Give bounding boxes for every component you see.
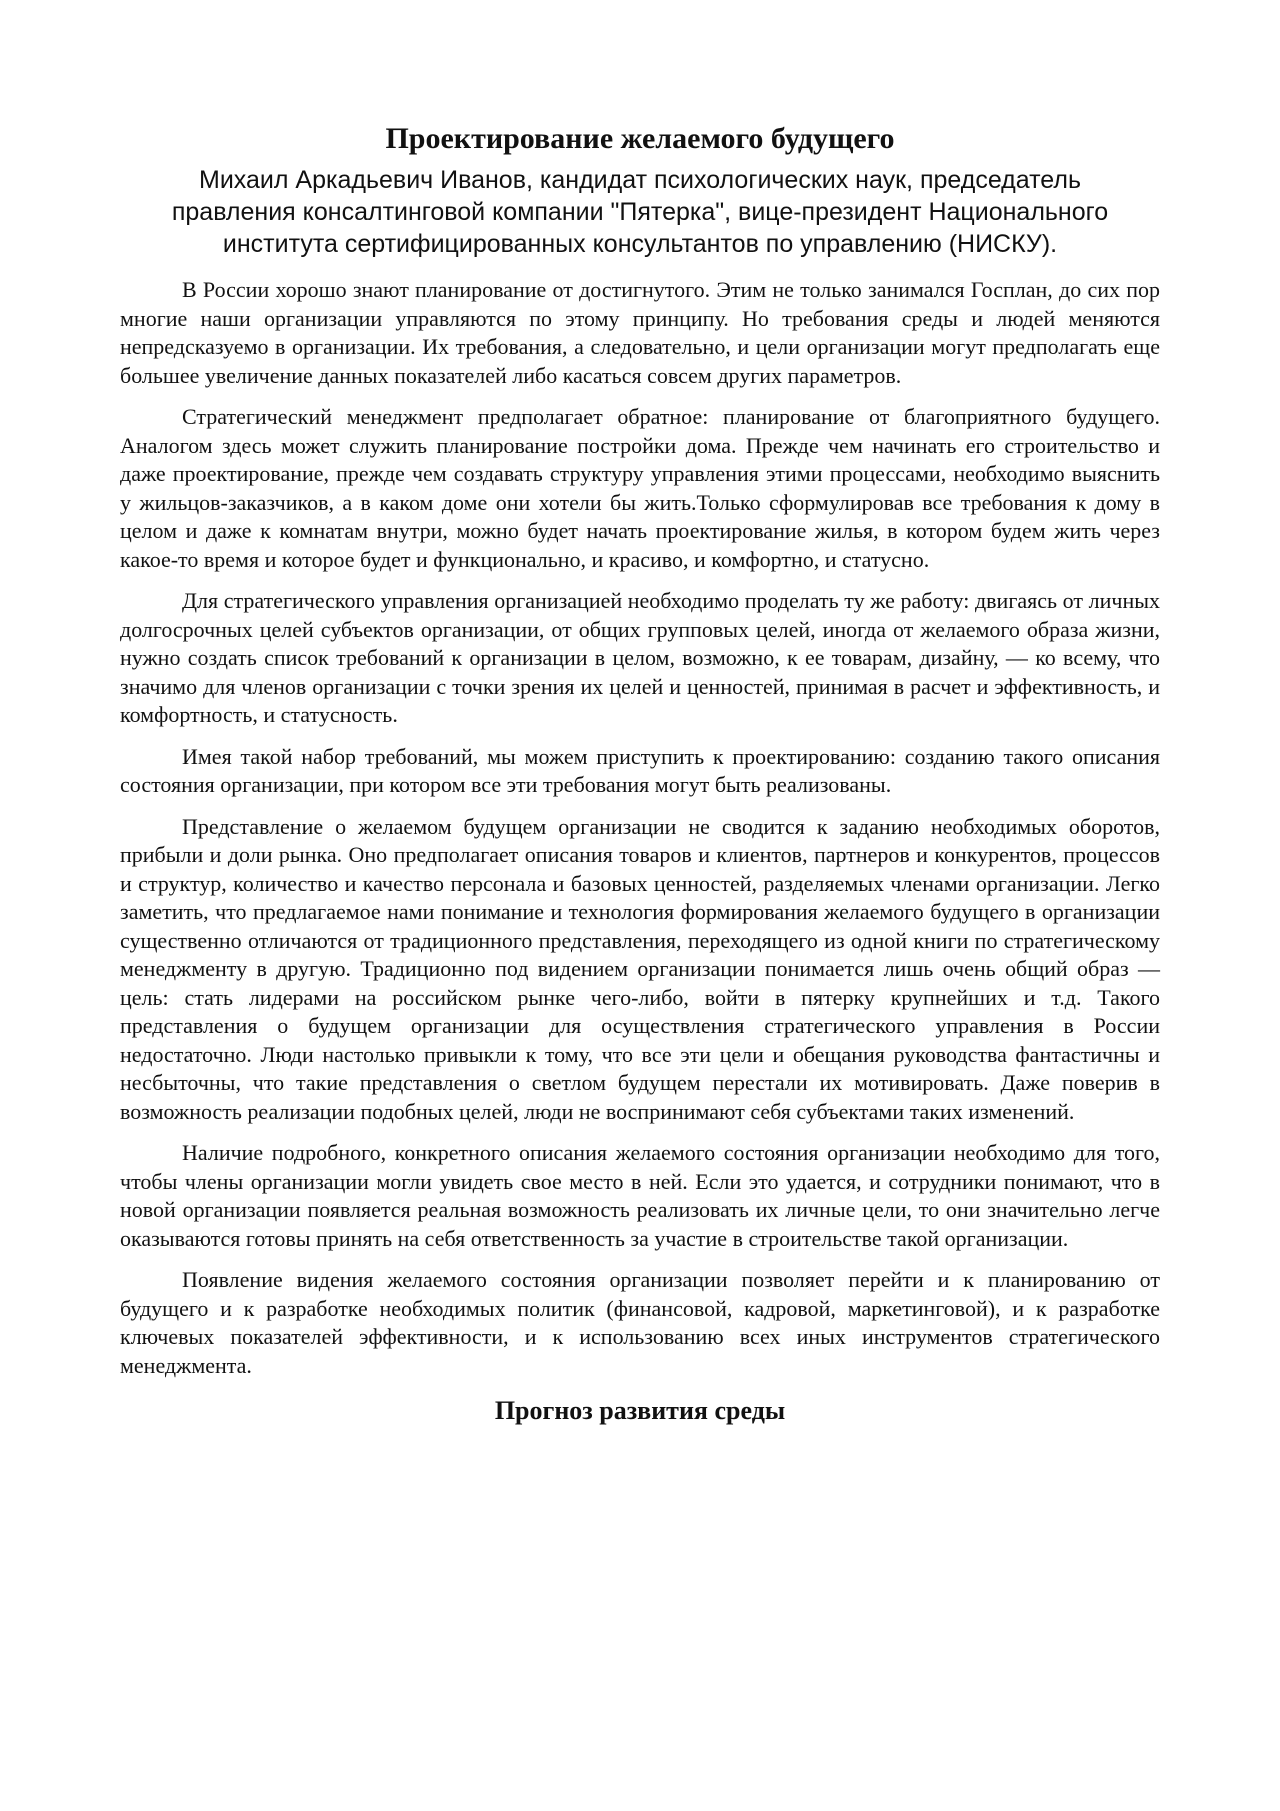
document-title: Проектирование желаемого будущего xyxy=(385,122,895,155)
paragraph: Имея такой набор требований, мы можем приступить к проектированию: созданию такого описания состояния организации, при котором все эти требования могут быть реализованы. xyxy=(120,743,1160,797)
paragraph: Представление о желаемом будущем организации не сводится к заданию необходимых оборотов, прибыли и доли рынка. Оно предполагает описания товаров и клиентов, партнеров и конкурентов, процессов и структур, количество и качество персонала и базовых ценностей, разделяемых членами организации. Легко заметить, что предлагаемое нами понимание и технология формирования желаемого будущего в организации существенно отличаются от традиционного представления, переходящего из одной книги по стратегическому менеджменту в другую. Традиционно под видением организации понимается лишь очень общий образ — цель: стать лидерами на российском рынке чего-либо, войти в пятерку крупнейших и т.д. Такого представления о будущем организации для осуществления стратегического управления в России недостаточно. Люди настолько привыкли к тому, что все эти цели и обещания руководства фантастичны и несбыточны, что такие представления о светлом будущем перестали их мотивировать. Даже поверив в возможность реализации подобных целей, люди не воспринимают себя субъектами таких изменений. xyxy=(120,813,1160,1124)
paragraph: Стратегический менеджмент предполагает обратное: планирование от благоприятного будущего. Аналогом здесь может служить планирование постройки дома. Прежде чем начинать его строительство и даже проектирование, прежде чем создавать структуру управления этими процессами, необходимо выяснить у жильцов-заказчиков, а в каком доме они хотели бы жить.Только сформулировав все требования к дому в целом и даже к комнатам внутри, можно будет начать проектирование жилья, в котором будем жить через какое-то время и которое будет и функционально, и красиво, и комфортно, и статусно. xyxy=(120,404,1160,572)
paragraph: Наличие подробного, конкретного описания желаемого состояния организации необходимо для того, чтобы члены организации могли увидеть свое место в ней. Если это удается, и сотрудники понимают, что в новой организации появляется реальная возможность реализовать их личные цели, то они значительно легче оказываются готовы принять на себя ответственность за участие в строительстве такой организации. xyxy=(120,1140,1160,1251)
paragraph: В России хорошо знают планирование от достигнутого. Этим не только занимался Госплан, до сих пор многие наши организации управляются по этому принципу. Но требования среды и людей меняются непредсказуемо в организации. Их требования, а следовательно, и цели организации могут предполагать еще большее увеличение данных показателей либо касаться совсем других параметров. xyxy=(120,277,1160,388)
document-page xyxy=(120,120,1160,1428)
paragraph: Появление видения желаемого состояния организации позволяет перейти и к планированию от будущего и к разработке необходимых политик (финансовой, кадровой, маркетинговой), и к разработке ключевых показателей эффективности, и к использованию всех иных инструментов стратегического менеджмента. xyxy=(120,1267,1160,1378)
author-info: Михаил Аркадьевич Иванов, кандидат психологических наук, председатель правления консалтинговой компании "Пятерка", вице-президент Национального института сертифицированных консультантов по управлению (НИСКУ). xyxy=(171,166,1109,258)
section-heading: Прогноз развития среды xyxy=(494,1396,786,1425)
paragraph: Для стратегического управления организацией необходимо проделать ту же работу: двигаясь от личных долгосрочных целей субъектов организации, от общих групповых целей, иногда от желаемого образа жизни, нужно создать список требований к организации в целом, возможно, к ее товарам, дизайну, — ко всему, что значимо для членов организации с точки зрения их целей и ценностей, принимая в расчет и эффективность, и комфортность, и статусность. xyxy=(120,588,1160,727)
